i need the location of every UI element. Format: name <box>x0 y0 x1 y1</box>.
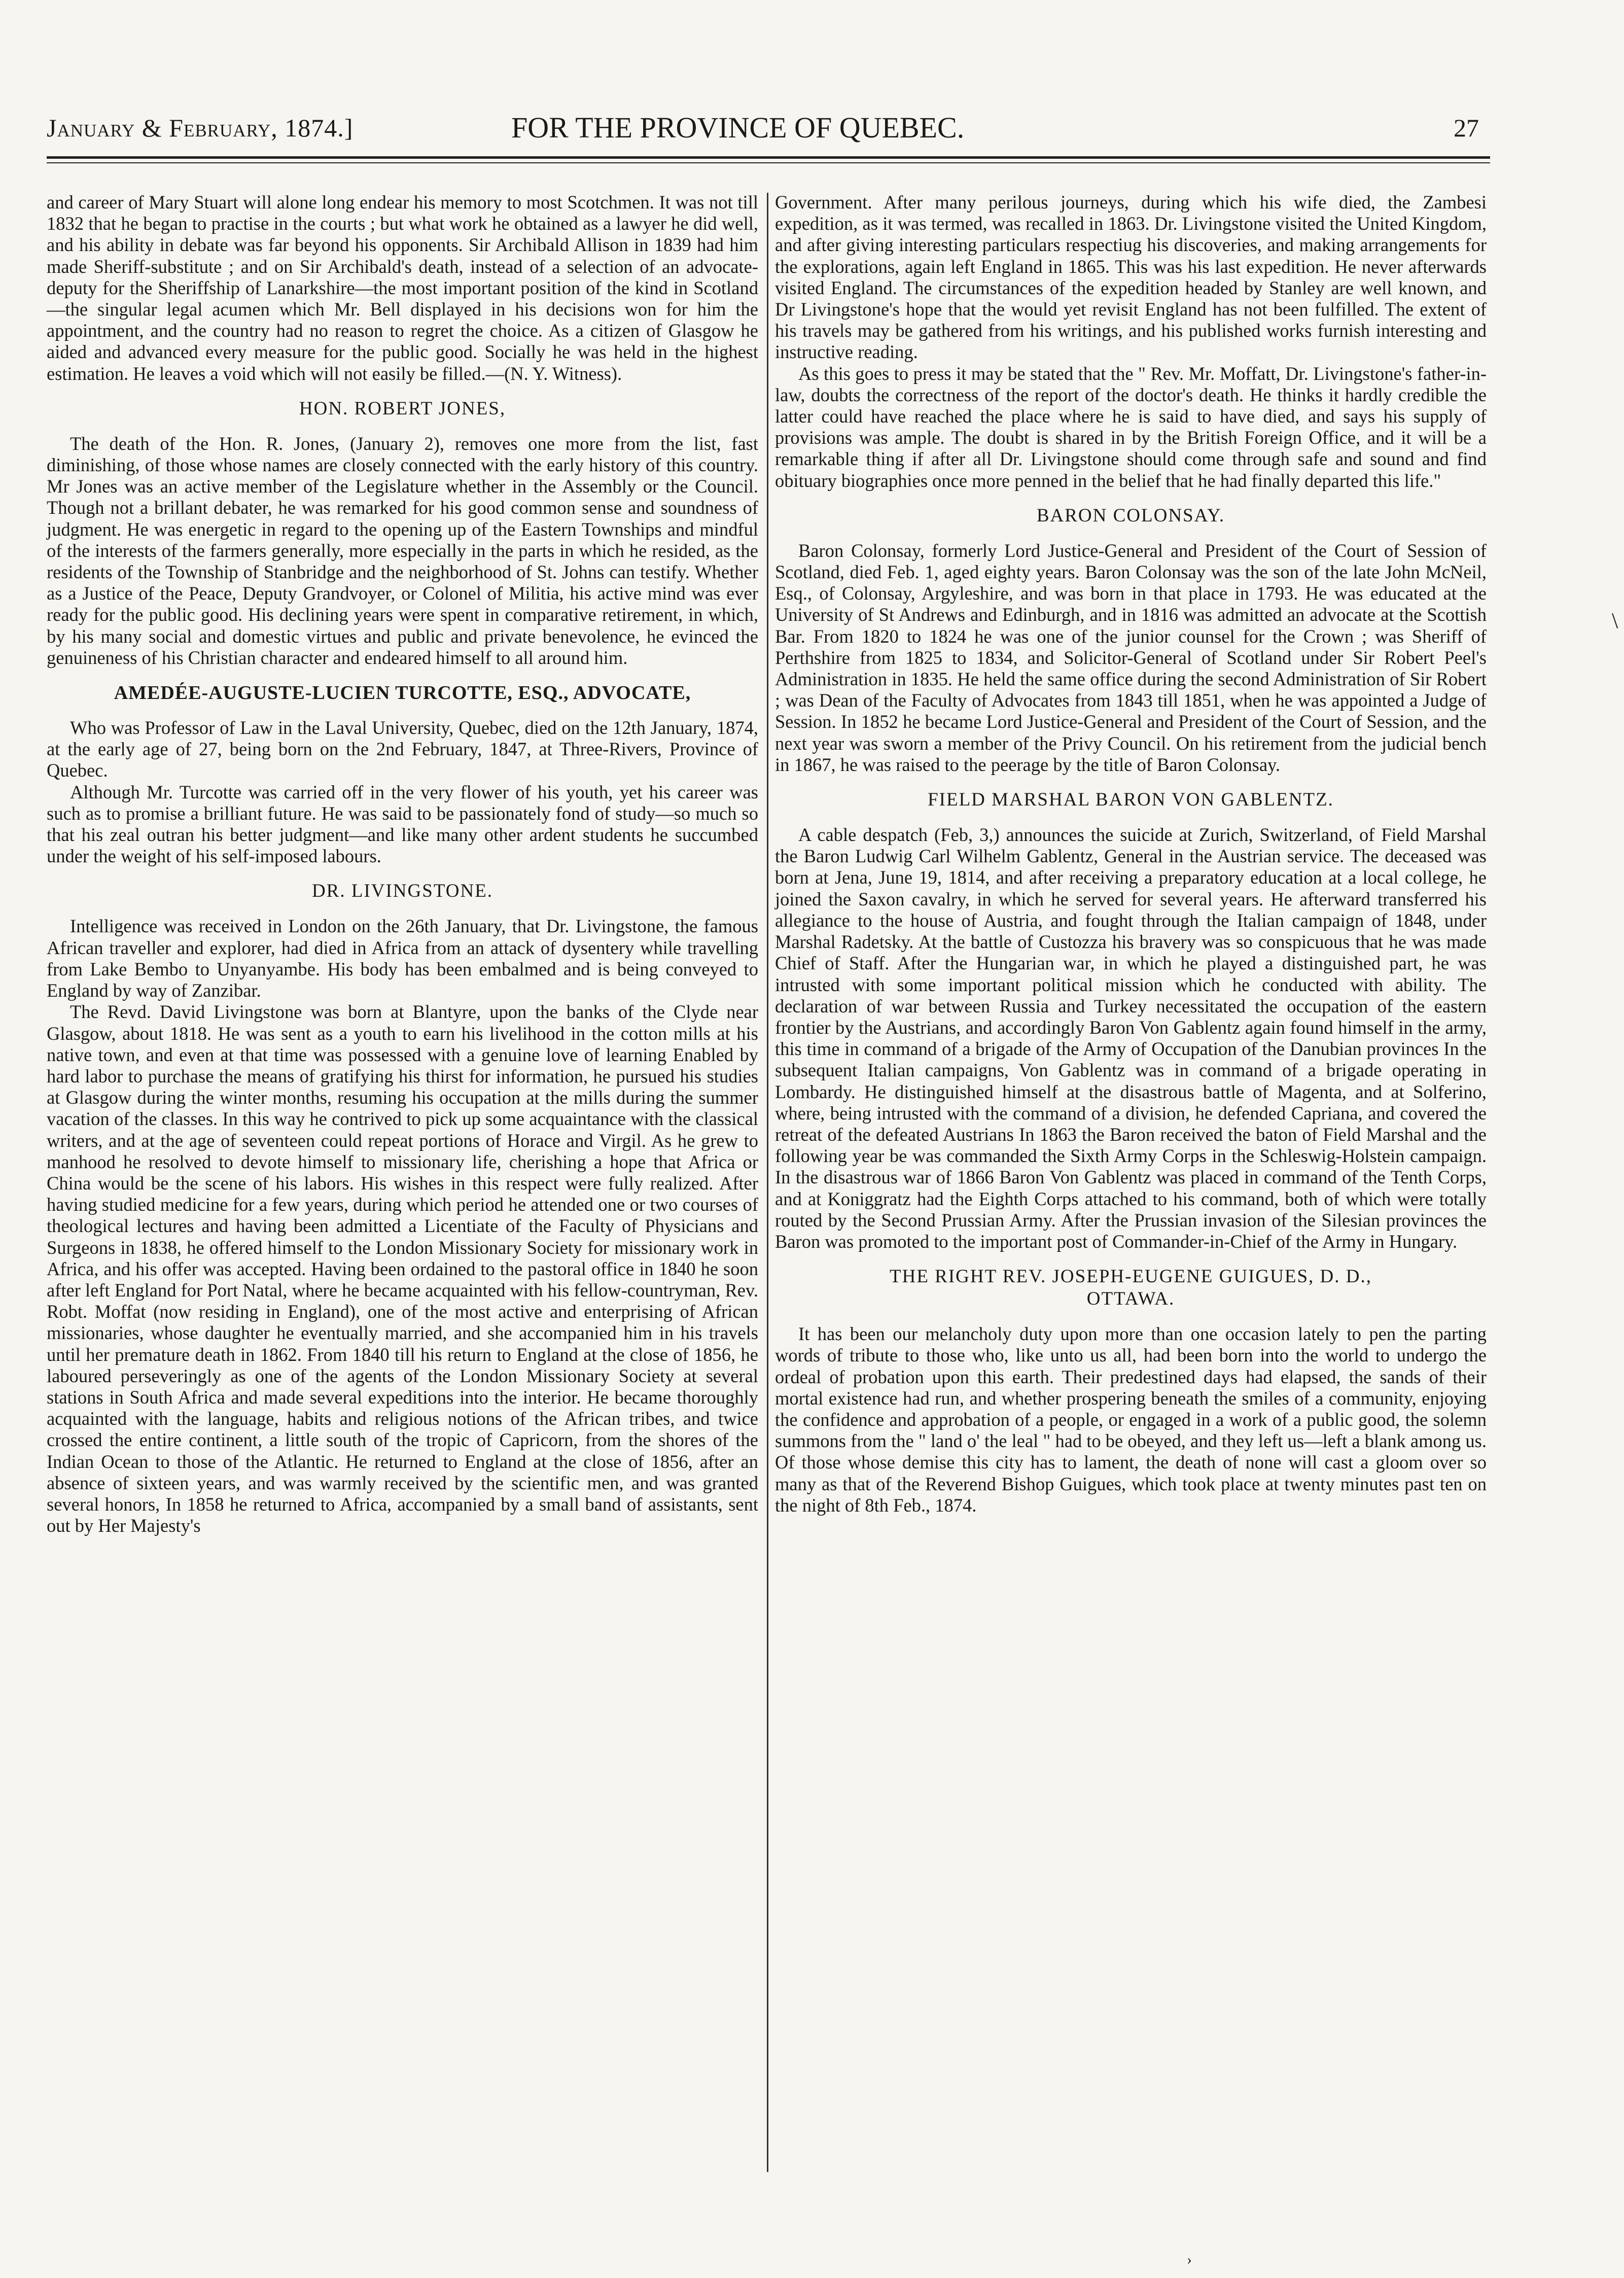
article-heading-gablentz: FIELD MARSHAL BARON VON GABLENTZ. <box>928 789 1334 811</box>
article-paragraph: Who was Professor of Law in the Laval University, Quebec, died on the 12th January, 1874, at the early age of 27, being born on the 2nd February, 1847, at Three-Rivers, Province of Quebec. <box>47 717 758 781</box>
article-paragraph: The Revd. David Livingstone was born at Blantyre, upon the banks of the Clyde near Glasgow, about 1818. He was sent as a youth to earn his livelihood in the cotton mills at his native town, and even at that time was possessed with a genuine love of learning Enabled by hard labor to purchase the means of gratifying his thirst for information, he pursued his studies at Glasgow during the winter months, resuming his occupation at the mills during the summer vacation of the classes. In this way he contrived to pick up some acquaintance with the classical writers, and at the age of seventeen could repeat portions of Horace and Virgil. As he grew to manhood he resolved to devote himself to missionary life, cherishing a hope that Africa or China would be the scene of his labors. His wishes in this respect were fully realized. After having studied medicine for a few years, during which period he attended one or two courses of theological lectures and having been admitted a Licentiate of the Faculty of Physicians and Surgeons in 1838, he offered himself to the London Missionary Society for missionary work in Africa, and his offer was accepted. Having been ordained to the pastoral office in 1840 he soon after left England for Port Natal, where he became acquainted with his fellow-countryman, Rev. Robt. Moffat (now residing in England), one of the most active and enterprising of African missionaries, whose daughter he eventually married, and she accompanied him in his travels until her premature death in 1862. From 1840 till his return to England at the close of 1856, he laboured perseveringly as one of the agents of the London Missionary Society at several stations in South Africa and made several expeditions into the interior. He became thoroughly acquainted with the language, habits and religious notions of the African tribes, and twice crossed the entire continent, a little south of the tropic of Capricorn, from the shores of the Indian Ocean to those of the Atlantic. He returned to England at the close of 1856, after an absence of sixteen years, and was warmly received by the scientific men, and was granted several honors, In 1858 he returned to Africa, accompanied by a small band of assistants, sent out by Her Majesty's <box>47 1001 758 1536</box>
article-paragraph: As this goes to press it may be stated that the " Rev. Mr. Moffatt, Dr. Livingstone's father-in-law, doubts the correctness of the report of the doctor's death. He thinks it hardly credible the latter could have reached the place where he is said to have died, and says his supply of provisions was ample. The doubt is shared in by the British Foreign Office, and it will be a remarkable thing if after all Dr. Livingstone should come through safe and sound and find obituary biographies once more penned in the belief that he had finally departed this life." <box>775 363 1487 491</box>
header-rule-thin <box>47 162 1490 163</box>
right-column <box>775 192 1487 1516</box>
heading-line: OTTAWA. <box>1086 1288 1175 1310</box>
article-paragraph: Government. After many perilous journeys, during which his wife died, the Zambesi expedition, as it was termed, was recalled in 1863. Dr. Livingstone visited the United Kingdom, and after giving interesting particulars respectiug his discoveries, and making arrangements for the explorations, again left England in 1865. This was his last expedition. He never afterwards visited England. The circumstances of the expedition headed by Stanley are well known, and Dr Livingstone's hope that the would yet revisit England has not been fulfilled. The extent of his travels may be gathered from his writings, and his published works furnish interesting and instructive reading. <box>775 192 1487 363</box>
article-paragraph: Intelligence was received in London on the 26th January, that Dr. Livingstone, the famous African traveller and explorer, had died in Africa from an attack of dysentery while travelling from Lake Bembo to Unyanyambe. His body has been embalmed and is being conveyed to England by way of Zanzibar. <box>47 916 758 1001</box>
article-paragraph: It has been our melancholy duty upon more than one occasion lately to pen the parting words of tribute to those who, like unto us all, had been born into the world to undergo the ordeal of probation upon this earth. Their predestined days had elapsed, the sands of their mortal existence had run, and whether prospering beneath the smiles of a community, enjoying the confidence and approbation of a people, or engaged in a work of a public good, the solemn summons from the " land o' the leal " had to be obeyed, and they left us—left a blank among us. Of those whose demise this city has to lament, the death of none will cast a gloom over so many as that of the Reverend Bishop Guigues, which took place at twenty minutes past ten on the night of 8th Feb., 1874. <box>775 1323 1487 1516</box>
article-paragraph: Although Mr. Turcotte was carried off in the very flower of his youth, yet his career was such as to promise a brilliant future. He was said to be passionately fond of study—so much so that his zeal outran his better judgment—and like many other ardent students he succumbed under the weight of his self-imposed labours. <box>47 781 758 867</box>
article-heading-colonsay: BARON COLONSAY. <box>1036 505 1225 526</box>
column-divider <box>767 193 768 2172</box>
header-title: FOR THE PROVINCE OF QUEBEC. <box>511 111 965 144</box>
article-heading-guigues <box>775 1266 1487 1310</box>
header-rule-thick <box>47 156 1490 159</box>
article-paragraph: The death of the Hon. R. Jones, (January 2), removes one more from the list, fast diminishing, of those whose names are closely connected with the early history of this country. Mr Jones was an active member of the Legislature whether in the Assembly or the Council. Though not a brillant debater, he was remarked for his good common sense and soundness of judgment. He was energetic in regard to the opening up of the Eastern Townships and mindful of the interests of the farmers generally, more especially in the parts in which he resided, as the residents of the Township of Stanbridge and the neighborhood of St. Johns can testify. Whether as a Justice of the Peace, Deputy Grandvoyer, or Colonel of Militia, his active mind was ever ready for the public good. His declining years were spent in comparative retirement, in which, by his many social and domestic virtues and public and private benevolence, he evinced the genuineness of his Christian character and endeared himself to all around him. <box>47 433 758 668</box>
margin-mark: › <box>1187 2251 1192 2268</box>
article-heading-turcotte: AMEDÉE-AUGUSTE-LUCIEN TURCOTTE, ESQ., ADVOCATE, <box>114 682 691 704</box>
margin-mark: \ <box>1612 608 1618 633</box>
article-paragraph: A cable despatch (Feb, 3,) announces the suicide at Zurich, Switzerland, of Field Marshal the Baron Ludwig Carl Wilhelm Gablentz, General in the Austrian service. The deceased was born at Jena, June 19, 1814, and after receiving a preparatory education at a local college, he joined the Saxon cavalry, in which he served for several years. He afterward transferred his allegiance to the house of Austria, and fought through the Italian campaign of 1848, under Marshal Radetsky. At the battle of Custozza his bravery was so conspicuous that he was made Chief of Staff. After the Hungarian war, in which he played a distinguished part, he was intrusted with some important political mission which he conducted with ability. The declaration of war between Russia and Turkey necessitated the occupation of the eastern frontier by the Austrians, and accordingly Baron Von Gablentz again found himself in the army, this time in command of a brigade of the Army of Occupation of the Danubian provinces In the subsequent Italian campaigns, Von Gablentz was in command of a brigade operating in Lombardy. He distinguished himself at the disastrous battle of Magenta, and at Solferino, where, being intrusted with the command of a division, he defended Capriana, and covered the retreat of the defeated Austrians In 1863 the Baron received the baton of Field Marshal and the following year be was commanded the Sixth Army Corps in the Schleswig-Holstein campaign. In the disastrous war of 1866 Baron Von Gablentz was placed in command of the Tenth Corps, and at Koniggratz had the Eighth Corps attached to his command, both of which were totally routed by the Second Prussian Army. After the Prussian invasion of the Silesian provinces the Baron was promoted to the important post of Commander-in-Chief of the Army in Hungary. <box>775 824 1487 1252</box>
article-paragraph: and career of Mary Stuart will alone long endear his memory to most Scotchmen. It was not till 1832 that he began to practise in the courts ; but what work he obtained as a lawyer he did well, and his ability in debate was far beyond his opponents. Sir Archibald Allison in 1839 had him made Sheriff-substitute ; and on Sir Archibald's death, instead of a selection of an advocate-deputy for the Sheriffship of Lanarkshire—the most important position of the kind in Scotland—the singular legal acumen which Mr. Bell displayed in his decisions won for him the appointment, and the country had no reason to regret the choice. As a citizen of Glasgow he aided and advanced every measure for the public good. Socially he was held in the highest estimation. He leaves a void which will not easily be filled.—(N. Y. Witness). <box>47 192 758 384</box>
article-heading-livingstone: DR. LIVINGSTONE. <box>311 881 493 902</box>
article-heading-jones: HON. ROBERT JONES, <box>299 398 506 419</box>
header-date: January & February, 1874.] <box>47 114 354 142</box>
heading-line: THE RIGHT REV. JOSEPH-EUGENE GUIGUES, D. D., <box>890 1266 1372 1287</box>
page-number: 27 <box>1454 114 1479 142</box>
left-column <box>47 192 758 1536</box>
article-paragraph: Baron Colonsay, formerly Lord Justice-General and President of the Court of Session of Scotland, died Feb. 1, aged eighty years. Baron Colonsay was the son of the late John McNeil, Esq., of Colonsay, Argyleshire, and was born in that place in 1793. He was educated at the University of St Andrews and Edinburgh, and in 1816 was admitted an advocate at the Scottish Bar. From 1820 to 1824 he was one of the junior counsel for the Crown ; was Sheriff of Perthshire from 1825 to 1834, and Solicitor-General of Scotland under Sir Robert Peel's Administration in 1835. He held the same office during the second Administration of Sir Robert ; was Dean of the Faculty of Advocates from 1843 till 1851, when he was appointed a Judge of Session. In 1852 he became Lord Justice-General and President of the Court of Session, and the next year was sworn a member of the Privy Council. On his retirement from the judicial bench in 1867, he was raised to the peerage by the title of Baron Colonsay. <box>775 540 1487 775</box>
